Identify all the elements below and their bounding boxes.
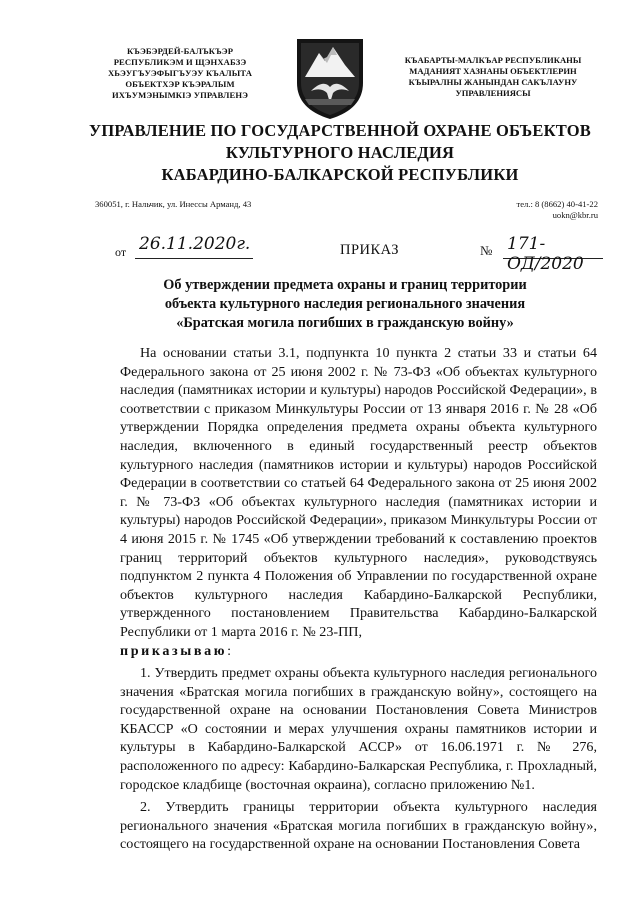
header-left-line: РЕСПУБЛИКЭМ И ЩЭНХАБЗЭ — [113, 57, 247, 67]
order-number-field — [503, 234, 603, 274]
subject-line: «Братская могила погибших в гражданскую войну» — [176, 315, 514, 331]
header-left-block — [70, 46, 290, 101]
order-number-handwritten: 171-ОД/2020 — [507, 234, 584, 274]
title-line: КУЛЬТУРНОГО НАСЛЕДИЯ — [225, 143, 455, 162]
header-right-block — [378, 55, 608, 99]
item-1-paragraph: 1. Утвердить предмет охраны объекта культурного наследия регионального значения «Братская могила погибших в гражданскую войну», состоящего на государственной охране на основании Постановления Совета Министров КБАССР «О состоянии и мерах улучшения охраны памятников истории и культуры в Кабардино-Балкарской АССР» от 16.06.1971 г. № 276, расположенного по адресу: Кабардино-Балкарская Республика, г. Прохладный, городское кладбище (восточная окраина), согласно приложению №1. — [120, 665, 597, 793]
postal-address: 360051, г. Нальчик, ул. Инессы Арманд, 43 — [95, 199, 252, 209]
title-line: УПРАВЛЕНИЕ ПО ГОСУДАРСТВЕННОЙ ОХРАНЕ ОБЪЕКТОВ — [89, 121, 591, 140]
subject-line: объекта культурного наследия регионального значения — [164, 296, 526, 312]
order-date-field — [135, 234, 253, 259]
item-2-paragraph: 2. Утвердить границы территории объекта культурного наследия регионального значения «Братская могила погибших в гражданскую войну», состоящего на государственной охране на основании Постановления Совета — [120, 799, 597, 853]
header-left-line: КЪЭБЭРДЕЙ-БАЛЪКЪЭР — [126, 46, 234, 56]
order-keyword: приказываю — [120, 642, 228, 659]
contacts-block — [516, 199, 598, 221]
email-address: uokn@kbr.ru — [552, 210, 598, 220]
date-prefix: от — [115, 245, 127, 259]
subject-line: Об утверждении предмета охраны и границ территории — [163, 277, 527, 293]
coat-of-arms-icon — [289, 33, 371, 121]
header-right-line: МАДАНИЯТ ХАЗНАНЫ ОБЪЕКТЛЕРИН — [409, 66, 577, 76]
document-type: ПРИКАЗ — [340, 242, 400, 258]
order-date-handwritten: 26.11.2020г. — [139, 234, 251, 254]
order-body — [120, 344, 597, 854]
title-line: КАБАРДИНО-БАЛКАРСКОЙ РЕСПУБЛИКИ — [161, 165, 519, 184]
order-header-row — [95, 234, 605, 274]
header-left-line: ХЬЭУГЪУЭФЫГЪУЭУ КЪАЛЫТА — [107, 68, 253, 78]
order-subject — [95, 276, 595, 333]
header-left-line: ОБЪЕКТХЭР КЪЭРАЛЫМ — [125, 79, 235, 89]
phone-number: тел.: 8 (8662) 40-41-22 — [516, 199, 598, 209]
header-left-line: ИХЪУМЭНЫМКІЭ УПРАВЛЕНЭ — [111, 90, 249, 100]
preamble-paragraph — [120, 344, 597, 660]
header-right-line: УПРАВЛЕНИЯСЫ — [455, 88, 531, 98]
header-right-line: КЪАБАРТЫ-МАЛКЪАР РЕСПУБЛИКАНЫ — [404, 55, 582, 65]
preamble-text: На основании статьи 3.1, подпункта 10 пункта 2 статьи 33 и статьи 64 Федерального закона от 25 июня 2002 г. № 73-ФЗ «Об объектах культурного наследия (памятниках истории и культуры) народов Российской Федерации», в соответствии с приказом Минкультуры России от 13 января 2016 г. № 28 «Об утверждении Порядка определения предмета охраны объекта культурного наследия, включенного в единый государственный реестр объектов культурного наследия (памятников истории и культуры) народов Российской Федерации в соответствии со статьей 64 Федерального закона от 25 июня 2002 г. № 73-ФЗ «Об объектах культурного наследия (памятниках истории и культуры) народов Российской Федерации», приказом Минкультуры России от 4 июня 2015 г. № 1745 «Об утверждении требований к составлению проектов границ территорий объектов культурного наследия», руководствуясь подпунктом 2 пункта 4 Положения об Управлении по государственной охране объектов культурного наследия Кабардино-Балкарской Республики, утвержденного постановлением Правительства Кабардино-Балкарской Республики от 1 марта 2016 г. № 23-ПП, — [120, 345, 597, 640]
organization-title — [80, 120, 600, 186]
number-prefix: № — [480, 243, 493, 258]
order-keyword-colon: : — [227, 642, 232, 659]
header-right-line: КЪЫРАЛНЫ ЖАНЫНДАН САКЪЛАУНУ — [408, 77, 578, 87]
